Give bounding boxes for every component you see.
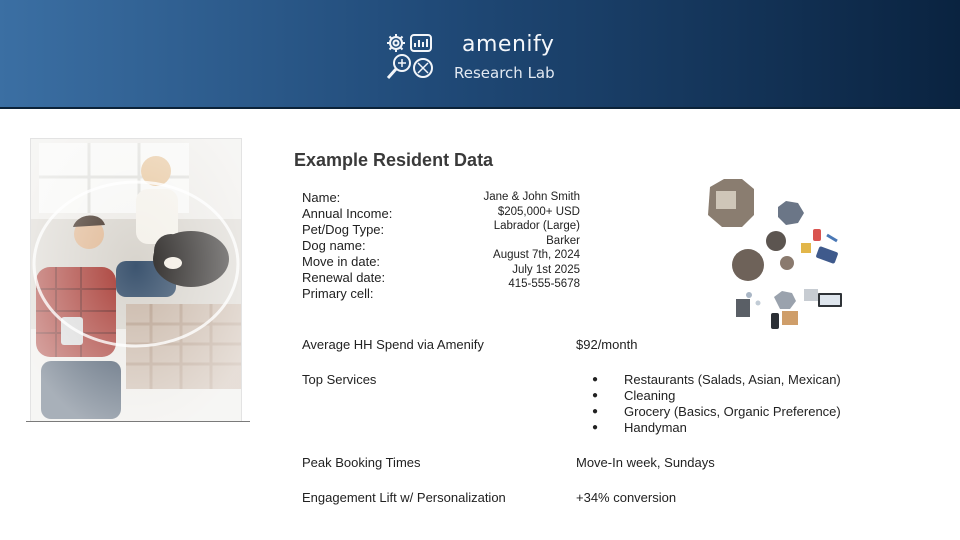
profile-value-name: Jane & John Smith — [483, 191, 580, 203]
profile-value-income: $205,000+ USD — [497, 205, 580, 218]
top-services-list — [592, 372, 841, 436]
top-services-label: Top Services — [302, 372, 377, 387]
profile-label-pet-type: Pet/Dog Type: — [302, 222, 385, 237]
family-with-dog-illustration — [31, 139, 241, 421]
brand-name: amenify — [462, 32, 555, 57]
profile-label-move-in: Move in date: — [302, 254, 381, 269]
list-item: ● Handyman — [592, 420, 841, 436]
brand-subtitle: Research Lab — [454, 64, 555, 82]
profile-values — [400, 190, 580, 292]
profile-labels — [302, 190, 392, 302]
list-item: ● Cleaning — [592, 388, 841, 404]
engagement-lift-value: +34% conversion — [576, 490, 677, 505]
peak-booking-value: Move-In week, Sundays — [576, 455, 715, 470]
profile-label-name: Name: — [302, 190, 341, 205]
profile-label-income: Annual Income: — [302, 206, 393, 221]
profile-value-pet-type: Labrador (Large) — [493, 220, 580, 232]
profile-label-primary-cell: Primary cell: — [302, 286, 374, 301]
header-divider — [0, 107, 960, 109]
profile-label-dog-name: Dog name: — [302, 238, 366, 253]
profile-label-renewal: Renewal date: — [302, 270, 386, 285]
peak-booking-label: Peak Booking Times — [302, 455, 421, 470]
header-banner — [0, 0, 960, 107]
avg-spend-label: Average HH Spend via Amenify — [302, 337, 484, 352]
services-collage-image — [700, 175, 850, 335]
page-title: Example Resident Data — [294, 150, 494, 170]
list-item: ● Restaurants (Salads, Asian, Mexican) — [592, 372, 841, 388]
list-item: ● Grocery (Basics, Organic Preference) — [592, 404, 841, 420]
profile-value-primary-cell: 415-555-5678 — [508, 278, 580, 290]
resident-family-photo — [30, 138, 242, 422]
profile-value-move-in: August 7th, 2024 — [493, 249, 580, 261]
research-logo-icon — [384, 32, 436, 82]
photo-underline — [26, 421, 250, 422]
avg-spend-value: $92/month — [576, 337, 638, 352]
profile-value-renewal: July 1st 2025 — [512, 263, 580, 276]
profile-value-dog-name: Barker — [546, 234, 580, 247]
engagement-lift-label: Engagement Lift w/ Personalization — [302, 490, 506, 505]
